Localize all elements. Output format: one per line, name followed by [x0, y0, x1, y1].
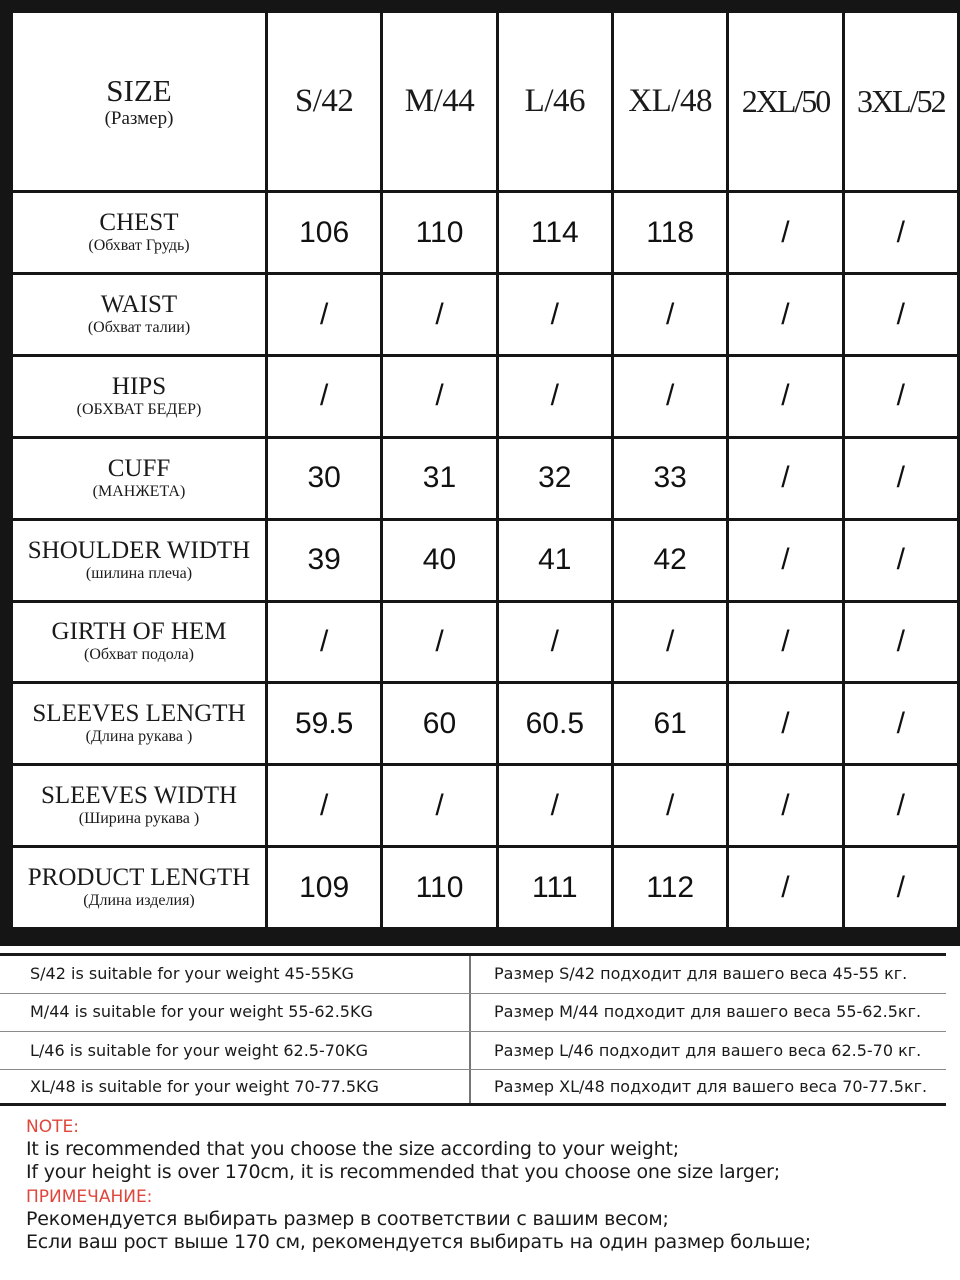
size-column-header: 3XL/52 [845, 13, 957, 190]
size-column-header: M/44 [383, 13, 495, 190]
size-chart-table [10, 10, 960, 930]
measurement-value: / [383, 603, 495, 682]
measurement-value: 60.5 [499, 684, 611, 763]
measurement-row [13, 603, 957, 682]
measurement-label-cell [13, 521, 265, 600]
measurement-value: 110 [383, 193, 495, 272]
weight-guide-en: S/42 is suitable for your weight 45-55KG [30, 964, 354, 983]
notes-section [26, 1116, 951, 1254]
measurement-row [13, 275, 957, 354]
measurement-value: 118 [614, 193, 726, 272]
measurement-value: 33 [614, 439, 726, 518]
measurement-value: / [383, 275, 495, 354]
weight-guide-en: M/44 is suitable for your weight 55-62.5KG [30, 1002, 373, 1021]
measurement-row [13, 193, 957, 272]
measurement-value: 30 [268, 439, 380, 518]
measurement-value: 114 [499, 193, 611, 272]
measurement-label: SHOULDER WIDTH [27, 536, 251, 564]
measurement-row [13, 766, 957, 845]
measurement-value: / [729, 848, 841, 927]
size-header-subtitle: (Размер) [104, 107, 174, 129]
measurement-value: 39 [268, 521, 380, 600]
measurement-value: / [845, 848, 957, 927]
measurement-value: / [729, 684, 841, 763]
note-title-ru: ПРИМЕЧАНИЕ: [26, 1187, 153, 1207]
measurement-label-cell [13, 193, 265, 272]
weight-guide-row-divider [0, 1031, 946, 1032]
measurement-value: 60 [383, 684, 495, 763]
measurement-value: 112 [614, 848, 726, 927]
measurement-sublabel: (МАНЖЕТА) [92, 482, 186, 500]
measurement-value: / [729, 275, 841, 354]
measurement-sublabel: (ОБХВАТ БЕДЕР) [76, 400, 202, 418]
size-column-header: L/46 [499, 13, 611, 190]
weight-guide-row [0, 1069, 946, 1105]
weight-guide-row [0, 994, 946, 1030]
size-header-cell [13, 13, 265, 190]
measurement-value: / [845, 603, 957, 682]
measurement-value: / [729, 521, 841, 600]
measurement-sublabel: (Обхват Грудь) [88, 237, 190, 255]
measurement-value: / [268, 275, 380, 354]
measurement-value: / [614, 275, 726, 354]
measurement-sublabel: (Длина рукава ) [85, 728, 193, 746]
note-line-ru: Рекомендуется выбирать размер в соответствии с вашим весом; [26, 1208, 669, 1230]
note-title-en: NOTE: [26, 1117, 79, 1137]
size-header-title: SIZE [106, 72, 172, 108]
measurement-row [13, 521, 957, 600]
measurement-label: PRODUCT LENGTH [27, 864, 251, 892]
weight-guide-table [0, 953, 960, 1106]
measurement-label: GIRTH OF HEM [51, 618, 227, 646]
measurement-value: / [729, 193, 841, 272]
measurement-value: / [614, 357, 726, 436]
measurement-value: / [499, 275, 611, 354]
measurement-value: 111 [499, 848, 611, 927]
weight-guide-ru: Размер L/46 подходит для вашего веса 62.5-70 кг. [494, 1041, 922, 1060]
measurement-value: / [845, 275, 957, 354]
weight-guide-en: L/46 is suitable for your weight 62.5-70KG [30, 1041, 368, 1060]
measurement-value: 31 [383, 439, 495, 518]
measurement-label: SLEEVES WIDTH [40, 782, 238, 810]
note-line-en: If your height is over 170cm, it is recommended that you choose one size larger; [26, 1161, 780, 1183]
measurement-value: / [845, 684, 957, 763]
size-column-header: XL/48 [614, 13, 726, 190]
weight-guide-row [0, 1033, 946, 1069]
measurement-sublabel: (Обхват талии) [87, 319, 191, 337]
measurement-value: / [845, 439, 957, 518]
measurement-value: / [499, 357, 611, 436]
measurement-label: CUFF [107, 454, 171, 482]
measurement-value: / [268, 603, 380, 682]
measurement-value: 106 [268, 193, 380, 272]
measurement-label-cell [13, 848, 265, 927]
measurement-row [13, 439, 957, 518]
measurement-value: 32 [499, 439, 611, 518]
measurement-value: 110 [383, 848, 495, 927]
note-line-en: It is recommended that you choose the size according to your weight; [26, 1138, 679, 1160]
measurement-label: SLEEVES LENGTH [32, 700, 246, 728]
measurement-sublabel: (Длина изделия) [83, 892, 195, 910]
measurement-label-cell [13, 357, 265, 436]
measurement-row [13, 357, 957, 436]
weight-guide-ru: Размер M/44 подходит для вашего веса 55-62.5кг. [494, 1002, 922, 1021]
measurement-sublabel: (Обхват подола) [84, 646, 194, 664]
measurement-value: / [499, 603, 611, 682]
measurement-value: / [499, 766, 611, 845]
measurement-value: / [268, 766, 380, 845]
size-column-header: 2XL/50 [729, 13, 841, 190]
measurement-value: / [268, 357, 380, 436]
measurement-label: HIPS [111, 372, 167, 400]
weight-guide-en: XL/48 is suitable for your weight 70-77.5KG [30, 1077, 379, 1096]
measurement-label-cell [13, 603, 265, 682]
measurement-value: / [729, 357, 841, 436]
measurement-value: / [729, 766, 841, 845]
measurement-value: 109 [268, 848, 380, 927]
measurement-value: / [383, 766, 495, 845]
measurement-sublabel: (Ширина рукава ) [78, 810, 200, 828]
measurement-label-cell [13, 275, 265, 354]
measurement-value: 61 [614, 684, 726, 763]
measurement-value: / [845, 521, 957, 600]
measurement-value: / [614, 766, 726, 845]
measurement-value: / [729, 603, 841, 682]
measurement-label-cell [13, 439, 265, 518]
measurement-value: 42 [614, 521, 726, 600]
measurement-label-cell [13, 766, 265, 845]
measurement-label: WAIST [100, 291, 178, 319]
measurement-value: / [845, 766, 957, 845]
measurement-row [13, 684, 957, 763]
measurement-value: 40 [383, 521, 495, 600]
measurement-value: / [614, 603, 726, 682]
size-column-header: S/42 [268, 13, 380, 190]
measurement-value: 59.5 [268, 684, 380, 763]
measurement-value: 41 [499, 521, 611, 600]
weight-guide-ru: Размер S/42 подходит для вашего веса 45-55 кг. [494, 964, 908, 983]
weight-guide-ru: Размер XL/48 подходит для вашего веса 70-77.5кг. [494, 1077, 928, 1096]
measurement-value: / [845, 357, 957, 436]
measurement-label: CHEST [99, 209, 179, 237]
size-header-row [13, 13, 957, 190]
measurement-label-cell [13, 684, 265, 763]
measurement-row [13, 848, 957, 927]
note-line-ru: Если ваш рост выше 170 см, рекомендуется выбирать на один размер больше; [26, 1231, 811, 1253]
measurement-value: / [383, 357, 495, 436]
measurement-sublabel: (шилина плеча) [85, 564, 193, 582]
measurement-value: / [845, 193, 957, 272]
measurement-value: / [729, 439, 841, 518]
weight-guide-row [0, 956, 946, 992]
weight-guide-bottom-rule [0, 1103, 946, 1106]
